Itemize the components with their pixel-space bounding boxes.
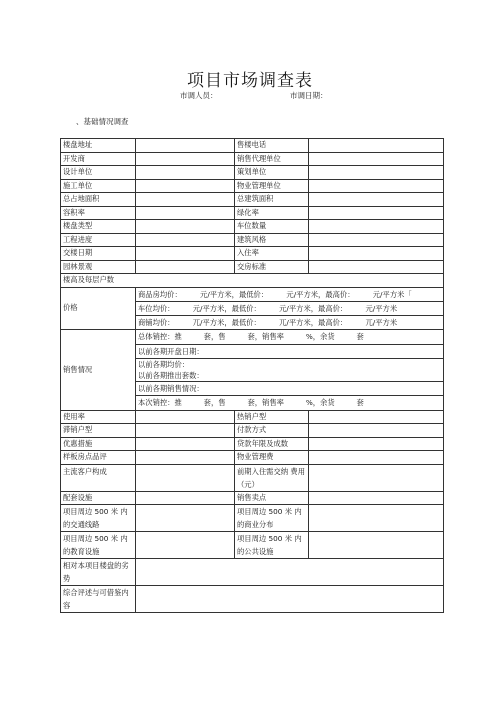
section-heading: 、基础情况调查 bbox=[76, 117, 129, 126]
field-value[interactable] bbox=[136, 166, 235, 180]
field-value[interactable] bbox=[309, 451, 444, 465]
field-value[interactable] bbox=[136, 491, 235, 505]
field-value[interactable] bbox=[136, 505, 235, 532]
field-value[interactable] bbox=[309, 166, 444, 180]
field-label: 工程进度 bbox=[61, 233, 136, 247]
price-line-parking[interactable]: 车位均价： 元/平方米，最低价： 元/平方米，最高价： 元/平方米 bbox=[136, 302, 443, 316]
field-label: 销售代理单位 bbox=[235, 152, 309, 166]
field-value[interactable] bbox=[136, 247, 235, 261]
field-value[interactable] bbox=[309, 464, 444, 491]
field-value[interactable] bbox=[136, 464, 235, 491]
field-label: 贷款年限及成数 bbox=[235, 437, 309, 451]
sales-line-current[interactable]: 本次销控：推 套，售 套，销售率 %，余货 套 bbox=[138, 398, 364, 408]
table-row bbox=[61, 179, 444, 193]
field-value[interactable] bbox=[136, 206, 235, 220]
field-value[interactable] bbox=[136, 179, 235, 193]
table-row bbox=[61, 152, 444, 166]
sales-block bbox=[136, 330, 444, 410]
field-label: 使用率 bbox=[61, 410, 136, 424]
field-label: 优惠措施 bbox=[61, 437, 136, 451]
table-row bbox=[61, 220, 444, 234]
field-label: 绿化率 bbox=[235, 206, 309, 220]
field-value[interactable] bbox=[309, 220, 444, 234]
table-row bbox=[61, 330, 444, 410]
field-value[interactable] bbox=[309, 233, 444, 247]
field-value[interactable] bbox=[136, 410, 235, 424]
field-value[interactable] bbox=[136, 139, 235, 153]
table-row bbox=[61, 451, 444, 465]
field-label: 前期入住需交纳 费用（元） bbox=[235, 464, 309, 491]
table-row bbox=[61, 233, 444, 247]
field-value[interactable] bbox=[309, 193, 444, 207]
sales-line-history[interactable]: 以前各期销售情况： bbox=[136, 382, 443, 396]
table-row bbox=[61, 206, 444, 220]
field-value[interactable] bbox=[309, 260, 444, 274]
field-label: 交房标准 bbox=[235, 260, 309, 274]
table-row bbox=[61, 586, 444, 613]
field-label: 车位数量 bbox=[235, 220, 309, 234]
sales-line-open-date[interactable]: 以前各期开盘日期： bbox=[136, 345, 443, 359]
table-row bbox=[61, 437, 444, 451]
table-row bbox=[61, 274, 444, 288]
field-label: 滞销户型 bbox=[61, 424, 136, 438]
price-line-shops[interactable]: 商铺均价： 兀/平方米，最低价： 兀/平方米，最高价： 兀/平方米 bbox=[138, 318, 398, 328]
field-value[interactable] bbox=[136, 451, 235, 465]
field-value[interactable] bbox=[309, 206, 444, 220]
table-row bbox=[61, 532, 444, 559]
table-row bbox=[61, 166, 444, 180]
field-value[interactable] bbox=[136, 260, 235, 274]
field-label: 容积率 bbox=[61, 206, 136, 220]
field-value[interactable] bbox=[309, 505, 444, 532]
floors-label: 楼高及每层户数 bbox=[61, 274, 444, 288]
field-value[interactable] bbox=[136, 193, 235, 207]
table-row bbox=[61, 505, 444, 532]
field-value[interactable] bbox=[309, 179, 444, 193]
field-value[interactable] bbox=[309, 532, 444, 559]
field-label: 物业管理单位 bbox=[235, 179, 309, 193]
table-row bbox=[61, 410, 444, 424]
field-label: 售楼电话 bbox=[235, 139, 309, 153]
field-label: 设计单位 bbox=[61, 166, 136, 180]
field-label: 项目周边 500 米 内的教育设施 bbox=[61, 532, 136, 559]
field-label: 入住率 bbox=[235, 247, 309, 261]
field-label: 综合评述与可借鉴内容 bbox=[61, 586, 136, 613]
field-label: 策划单位 bbox=[235, 166, 309, 180]
field-label: 主流客户构成 bbox=[61, 464, 136, 491]
field-value[interactable] bbox=[309, 437, 444, 451]
price-line-housing[interactable]: 商品房均价： 元/平方米，最低价： 元/平方米，最高价： 元/平方米「 bbox=[136, 288, 443, 302]
field-label: 项目周边 500 米 内的交通线路 bbox=[61, 505, 136, 532]
table-row bbox=[61, 559, 444, 586]
field-value[interactable] bbox=[309, 424, 444, 438]
field-label: 样板房点品评 bbox=[61, 451, 136, 465]
field-label: 总建筑面积 bbox=[235, 193, 309, 207]
field-value[interactable] bbox=[136, 559, 444, 586]
survey-table bbox=[60, 138, 444, 613]
field-label: 施工单位 bbox=[61, 179, 136, 193]
field-label: 付款方式 bbox=[235, 424, 309, 438]
price-block bbox=[136, 287, 444, 330]
field-value[interactable] bbox=[309, 152, 444, 166]
table-row bbox=[61, 491, 444, 505]
table-row bbox=[61, 287, 444, 330]
field-value[interactable] bbox=[136, 437, 235, 451]
field-label: 建筑风格 bbox=[235, 233, 309, 247]
field-value[interactable] bbox=[136, 233, 235, 247]
surveyor-label: 市调人员： bbox=[180, 91, 218, 100]
field-label: 热销户型 bbox=[235, 410, 309, 424]
field-label: 项目周边 500 米 内的公共设施 bbox=[235, 532, 309, 559]
field-label: 交楼日期 bbox=[61, 247, 136, 261]
sales-line-avg-units[interactable]: 以前各期均价： 以前各期推出套数： bbox=[136, 359, 443, 382]
field-value[interactable] bbox=[136, 220, 235, 234]
table-row bbox=[61, 193, 444, 207]
price-label: 价格 bbox=[61, 287, 136, 330]
sales-line-overall[interactable]: 总体销控：推 套，售 套，销售率 %，余货 套 bbox=[136, 330, 443, 344]
field-label: 总占地面积 bbox=[61, 193, 136, 207]
field-value[interactable] bbox=[309, 491, 444, 505]
table-row bbox=[61, 247, 444, 261]
field-label: 配套设施 bbox=[61, 491, 136, 505]
field-value[interactable] bbox=[136, 424, 235, 438]
field-label: 相对本项目楼盘的劣势 bbox=[61, 559, 136, 586]
field-label: 楼盘类型 bbox=[61, 220, 136, 234]
field-value[interactable] bbox=[136, 586, 444, 613]
table-row bbox=[61, 424, 444, 438]
field-value[interactable] bbox=[309, 247, 444, 261]
field-value[interactable] bbox=[309, 139, 444, 153]
field-value[interactable] bbox=[309, 410, 444, 424]
field-label: 楼盘地址 bbox=[61, 139, 136, 153]
field-label: 项目周边 500 米 内的商业分布 bbox=[235, 505, 309, 532]
field-label: 物业管理费 bbox=[235, 451, 309, 465]
field-label: 园林景观 bbox=[61, 260, 136, 274]
table-row bbox=[61, 464, 444, 491]
field-value[interactable] bbox=[136, 152, 235, 166]
sales-label: 销售情况 bbox=[61, 330, 136, 410]
page-title: 项目市场调查表 bbox=[187, 71, 313, 91]
table-row bbox=[61, 139, 444, 153]
survey-date-label: 市调日期： bbox=[290, 91, 328, 100]
field-value[interactable] bbox=[136, 532, 235, 559]
field-label: 开发商 bbox=[61, 152, 136, 166]
field-label: 销售卖点 bbox=[235, 491, 309, 505]
table-row bbox=[61, 260, 444, 274]
